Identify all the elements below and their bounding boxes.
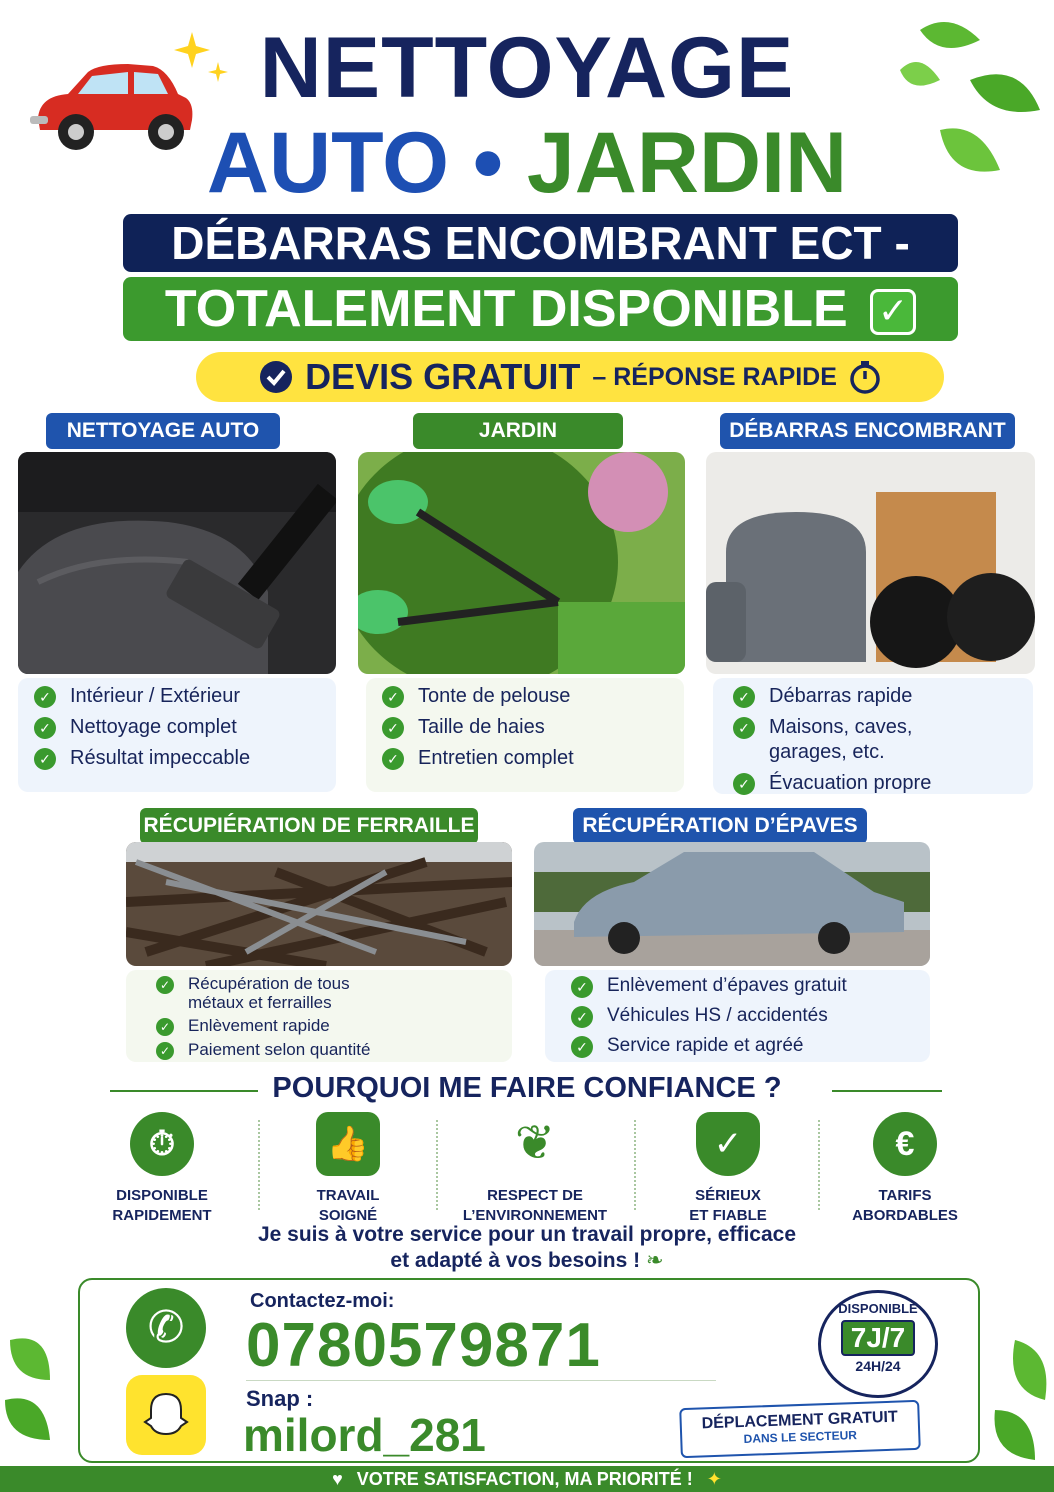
pill-nettoyage-auto: NETTOYAGE AUTO (46, 413, 280, 449)
check-icon: ✓ (733, 717, 755, 739)
reponse-rapide-text: – RÉPONSE RAPIDE (592, 362, 837, 391)
list-item: ✓ Taille de haies (382, 715, 668, 740)
separator (258, 1120, 260, 1210)
ghost-icon (141, 1390, 191, 1440)
why-title: POURQUOI ME FAIRE CONFIANCE ? (272, 1072, 782, 1104)
card-ferraille (126, 970, 512, 1062)
sparkle-icon: ✦ (706, 1469, 722, 1489)
check-icon: ✓ (156, 976, 174, 994)
closing-text (0, 1222, 1054, 1274)
photo-car-wreck (534, 842, 930, 966)
thumbs-up-icon: 👍 (316, 1112, 380, 1176)
banner-disponible (123, 277, 958, 341)
list-ferraille (156, 974, 482, 1060)
footer-text: VOTRE SATISFACTION, MA PRIORITÉ ! (356, 1469, 693, 1489)
why-item-disponible: ⏱ DISPONIBLE RAPIDEMENT (77, 1112, 247, 1226)
phone-icon[interactable]: ✆ (126, 1288, 206, 1368)
snapchat-icon[interactable] (126, 1375, 206, 1455)
list-item: ✓ Évacuation propre (733, 771, 1013, 796)
banner-disponible-text: TOTALEMENT DISPONIBLE (164, 280, 848, 338)
check-icon: ✓ (34, 686, 56, 708)
list-item: ✓ Intérieur / Extérieur (34, 684, 320, 709)
stopwatch-icon (849, 360, 881, 394)
list-jardin (382, 684, 668, 771)
devis-gratuit-text: DEVIS GRATUIT (305, 356, 581, 397)
phone-number[interactable]: 0780579871 (246, 1311, 601, 1380)
list-item: ✓ Véhicules HS / accidentés (571, 1004, 904, 1028)
stopwatch-icon: ⏱ (130, 1112, 194, 1176)
pill-debarras: DÉBARRAS ENCOMBRANT (720, 413, 1015, 449)
list-nettoyage-auto (34, 684, 320, 771)
check-icon: ✓ (156, 1018, 174, 1036)
leaves-decoration-bottom-right (975, 1330, 1054, 1465)
card-nettoyage-auto (18, 678, 336, 792)
dispo-main: 7J/7 (841, 1320, 916, 1356)
list-item: ✓ Paiement selon quantité (156, 1040, 482, 1060)
check-icon: ✓ (571, 976, 593, 998)
why-item-environnement: ❦ RESPECT DE L’ENVIRONNEMENT (450, 1112, 620, 1226)
list-epaves (571, 974, 904, 1058)
card-debarras (713, 678, 1033, 794)
why-item-serieux: ✓ SÉRIEUX ET FIABLE (643, 1112, 813, 1226)
euro-icon: € (873, 1112, 937, 1176)
photo-car-seat-vacuum (18, 452, 336, 674)
banner-devis (196, 352, 944, 402)
pill-ferraille: RÉCUPIÉRATION DE FERRAILLE (140, 808, 478, 844)
check-icon: ✓ (571, 1036, 593, 1058)
check-icon: ✓ (382, 748, 404, 770)
check-icon: ✓ (34, 717, 56, 739)
list-item: ✓ Enlèvement rapide (156, 1016, 482, 1036)
list-item: ✓ Débarras rapide (733, 684, 1013, 709)
list-item: ✓ Récupération de tous métaux et ferrailles (156, 974, 482, 1012)
list-item: ✓ Tonte de pelouse (382, 684, 668, 709)
check-icon: ✓ (382, 686, 404, 708)
contact-divider (246, 1380, 716, 1381)
check-icon: ✓ (156, 1042, 174, 1060)
footer-banner (0, 1466, 1054, 1492)
banner-debarras: DÉBARRAS ENCOMBRANT ECT - (123, 214, 958, 272)
checkbox-icon: ✓ (870, 289, 916, 335)
travel-stamp (679, 1400, 921, 1458)
travel-main: DÉPLACEMENT GRATUIT (701, 1408, 899, 1433)
snap-label: Snap : (246, 1386, 314, 1411)
list-item: ✓ Résultat impeccable (34, 746, 320, 771)
separator (634, 1120, 636, 1210)
contact-label: Contactez-moi: (250, 1290, 395, 1312)
dispo-bottom: 24H/24 (855, 1358, 901, 1374)
heart-icon: ♥ (332, 1469, 343, 1489)
check-icon: ✓ (733, 773, 755, 795)
check-icon: ✓ (34, 748, 56, 770)
title-jardin: JARDIN (526, 115, 848, 211)
leaves-decoration-bottom-left (0, 1320, 80, 1470)
pill-epaves: RÉCUPÉRATION D’ÉPAVES (573, 808, 867, 844)
photo-hedge-trimming (358, 452, 685, 674)
card-epaves (545, 970, 930, 1062)
list-item: ✓ Nettoyage complet (34, 715, 320, 740)
snap-username[interactable]: milord_281 (243, 1409, 486, 1461)
separator (436, 1120, 438, 1210)
title-separator: • (472, 115, 504, 211)
why-item-tarifs: € TARIFS ABORDABLES (820, 1112, 990, 1226)
photo-scrap-metal (126, 842, 512, 966)
title-auto: AUTO (206, 115, 449, 211)
title-nettoyage: NETTOYAGE (259, 20, 795, 116)
check-icon: ✓ (382, 717, 404, 739)
closing-line-1: Je suis à votre service pour un travail propre, efficace (257, 1223, 797, 1246)
photo-armchair-trash-bags (706, 452, 1035, 674)
card-jardin (366, 678, 684, 792)
list-debarras (733, 684, 1013, 796)
closing-line-2: et adapté à vos besoins ! ❧ (390, 1249, 664, 1272)
list-item: ✓ Entretien complet (382, 746, 668, 771)
leaf-icon: ❧ (645, 1249, 664, 1272)
pill-jardin: JARDIN (413, 413, 623, 449)
leaves-icon: ❦ (514, 1117, 556, 1170)
availability-badge (818, 1290, 938, 1398)
check-circle-icon (259, 360, 293, 394)
shield-check-icon: ✓ (696, 1112, 760, 1176)
check-icon: ✓ (571, 1006, 593, 1028)
why-item-travail: 👍 TRAVAIL SOIGNÉ (263, 1112, 433, 1226)
list-item: ✓ Maisons, caves, garages, etc. (733, 715, 1013, 765)
title-auto-jardin (0, 115, 1054, 211)
list-item: ✓ Enlèvement d’épaves gratuit (571, 974, 904, 998)
dispo-top: DISPONIBLE (838, 1301, 918, 1316)
travel-sub: DANS LE SECTEUR (743, 1428, 858, 1446)
list-item: ✓ Service rapide et agréé (571, 1034, 904, 1058)
check-icon: ✓ (733, 686, 755, 708)
